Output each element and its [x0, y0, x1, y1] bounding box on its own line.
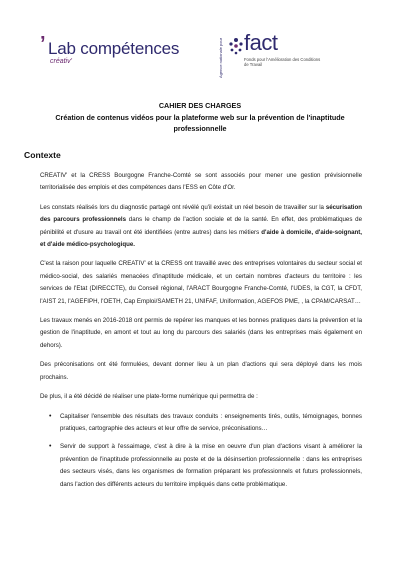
paragraph-4: Les travaux menés en 2016-2018 ont permis de repérer les manques et les bonnes pratiques dans la prévention et la gestion de l'inaptitude, en amont et tout au long du parcours des salariés (dans les entreprises mais également en dehors).: [40, 317, 362, 349]
paragraph-3: C'est la raison pour laquelle CREATIV' et la CRESS ont travaillé avec des entreprises volontaires du secteur social et médico-social, des salariés menacées d'inaptitude médicale, et un certain nombres d'acteurs du territoire : les services de l'Etat (DIRECCTE), du Conseil régional, l'ARACT Bourgogne Franche-Comté, l'UDES, la CGT, la CFDT, l'AIST 21, l'AGEFIPH, l'OETH, Cap Emploi/SAMETH 21, UNIFAF, Uniformation, AGEFOS PME, , la CPAM/CARSAT…: [40, 260, 362, 305]
paragraph-5: Des préconisations ont été formulées, devant donner lieu à un plan d'actions qui sera déployé dans les mois prochains.: [40, 361, 362, 381]
bullet-item: • Servir de support à l'essaimage, c'est à dire à la mise en oeuvre d'un plan d'actions visant à améliorer la prévention de l'inaptitude professionnelle au poste et de la désinsertion professionnelle : dans les entreprises des secteurs visés, dans les organismes de formation préparant les professionnels et futurs professionnels, dans l'action des différents acteurs du territoire impliqués dans cette problématique.: [40, 441, 362, 491]
bullet-list: [40, 411, 362, 491]
lab-competences-sub: créativ': [50, 58, 72, 65]
section-heading: Contexte: [24, 150, 61, 160]
paragraph-2: Les constats réalisés lors du diagnostic partagé ont révélé qu'il existait un réel besoin de travailler sur la sécurisation des parcours professionnels dans le champ de l'action sociale et de la santé. En effet, des problématiques de pénibilité et d'usure au travail ont été identifiées (entre autres) dans les métiers d'aide à domicile, d'aide-soignant, et d'aide médico-psychologique.: [40, 203, 362, 249]
bullet-item: • Capitaliser l'ensemble des résultats des travaux conduits : enseignements tirés, outils, témoignages, bonnes pratiques, cartographie des acteurs et leur offre de service, préconisations…: [40, 411, 362, 436]
title-line-2: Création de contenus vidéos pour la plateforme web sur la prévention de l'inaptitude professionnelle: [55, 113, 345, 133]
fact-vertical-label: Agence nationale pour: [218, 37, 223, 78]
fact-logo: [216, 30, 356, 80]
fact-sub: Fonds pour l'Amélioration des Conditions de Travail: [244, 57, 321, 67]
document-title: [40, 100, 360, 134]
document-body: [40, 170, 362, 497]
paragraph-1: CREATIV' et la CRESS Bourgogne Franche-Comté se sont associés pour mener une gestion prévisionnelle territorialisée des emplois et des compétences dans l'ESS en Côte d'Or.: [40, 172, 362, 192]
fact-name: fact: [244, 30, 278, 55]
title-line-1: CAHIER DES CHARGES: [158, 101, 242, 110]
fact-dots-icon: [228, 37, 244, 55]
lab-apostrophe-mark: ’: [40, 33, 46, 55]
lab-competences-name: Lab compétences: [48, 39, 180, 58]
paragraph-6: De plus, il a été décidé de réaliser une plate-forme numérique qui permettra de :: [40, 393, 258, 401]
lab-competences-logo: [40, 34, 210, 78]
